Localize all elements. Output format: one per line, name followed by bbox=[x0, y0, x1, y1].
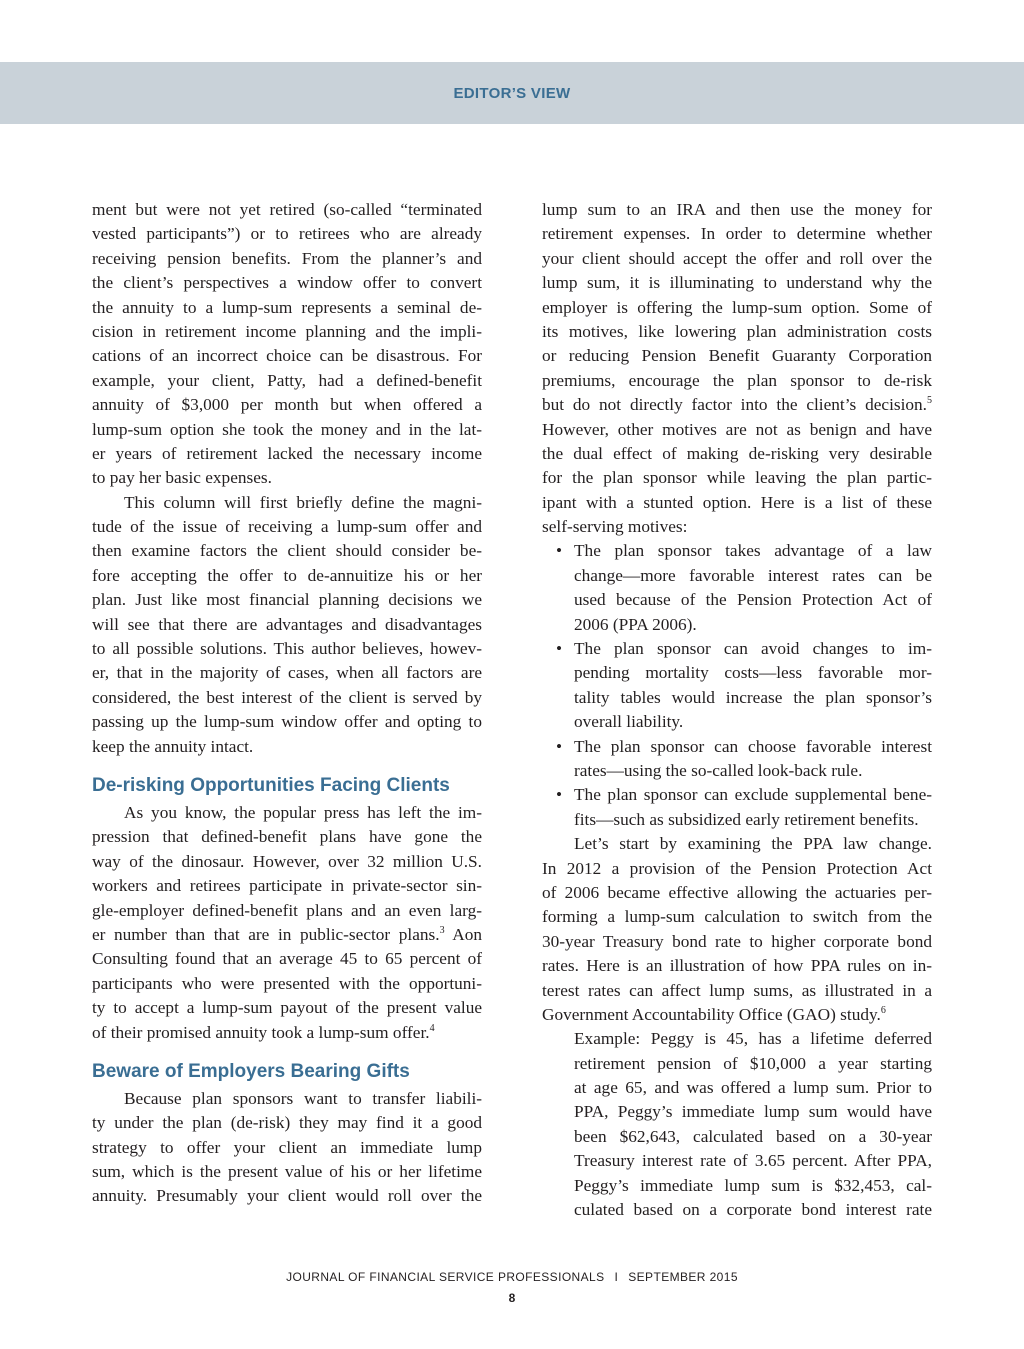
text-line bbox=[92, 923, 482, 947]
text-line: tality tables would increase the plan sponsor’s bbox=[574, 687, 932, 707]
text-line: premiums, encourage the plan sponsor to de-risk bbox=[542, 370, 932, 390]
text-line: 2006 (PPA 2006). bbox=[574, 614, 697, 634]
text-run: but do not directly factor into the client’s decision. bbox=[542, 395, 927, 415]
text-line: workers and retirees participate in private-sector sin- bbox=[92, 876, 482, 896]
left-column bbox=[92, 198, 482, 1209]
paragraph-3 bbox=[92, 801, 482, 1045]
text-line: cision in retirement income planning and the impli- bbox=[92, 321, 482, 341]
text-line: ment but were not yet retired (so-called “terminated bbox=[92, 200, 482, 219]
text-line: used because of the Pension Protection Act of bbox=[574, 590, 932, 610]
text-line: annuity. Presumably your client would roll over the bbox=[92, 1186, 482, 1206]
text-line: fits—such as subsidized early retirement benefits. bbox=[574, 809, 919, 829]
text-line: vested participants”) or to retirees who are already bbox=[92, 224, 482, 244]
text-line: Example: Peggy is 45, has a lifetime deferred bbox=[574, 1029, 932, 1049]
issue-date: SEPTEMBER 2015 bbox=[628, 1270, 738, 1284]
text-line bbox=[542, 783, 932, 807]
text-line: the dual effect of making de-risking very desirable bbox=[542, 443, 932, 463]
text-line: rates. Here is an illustration of how PPA rules on in- bbox=[542, 956, 932, 976]
paragraph-2 bbox=[92, 491, 482, 759]
section-title: EDITOR’S VIEW bbox=[453, 85, 571, 102]
text-line: retirement pension of $10,000 a year starting bbox=[574, 1053, 932, 1073]
text-line: of 2006 became effective allowing the actuaries per- bbox=[542, 882, 932, 902]
text-line: at age 65, and was offered a lump sum. Prior to bbox=[574, 1078, 932, 1098]
text-line: been $62,643, calculated based on a 30-year bbox=[574, 1126, 932, 1146]
text-line bbox=[92, 1021, 482, 1045]
list-item bbox=[542, 783, 932, 832]
text-line: Because plan sponsors want to transfer liabili- bbox=[124, 1088, 482, 1108]
journal-name: JOURNAL OF FINANCIAL SERVICE PROFESSIONALS bbox=[286, 1270, 605, 1284]
text-line bbox=[542, 735, 932, 759]
text-line: pending mortality costs—less favorable mor- bbox=[574, 663, 932, 683]
text-line: As you know, the popular press has left the im- bbox=[124, 802, 482, 822]
text-line: or reducing Pension Benefit Guaranty Corporation bbox=[542, 346, 932, 366]
bullet-list bbox=[542, 539, 932, 832]
text-run: The plan sponsor can choose favorable interest bbox=[574, 736, 932, 756]
footer-separator: I bbox=[614, 1270, 619, 1284]
text-line: will see that there are advantages and disadvantages bbox=[92, 614, 482, 634]
text-line: Peggy’s immediate lump sum is $32,453, cal- bbox=[574, 1175, 932, 1195]
text-line: keep the annuity intact. bbox=[92, 736, 254, 756]
text-line: ipant with a stunted option. Here is a list of these bbox=[542, 492, 932, 512]
text-line bbox=[542, 539, 932, 563]
text-line: Let’s start by examining the PPA law change. bbox=[574, 834, 932, 854]
text-line: then examine factors the client should consider be- bbox=[92, 541, 482, 561]
footnote-ref: 6 bbox=[880, 1004, 886, 1016]
text-line bbox=[542, 393, 932, 417]
paragraph-4 bbox=[92, 1087, 482, 1209]
text-line: its motives, like lowering plan administration costs bbox=[542, 321, 932, 341]
text-line: Consulting found that an average 45 to 65 percent of bbox=[92, 949, 482, 969]
section-gap bbox=[92, 1045, 482, 1057]
text-line: culated based on a corporate bond interest rate bbox=[574, 1200, 932, 1220]
text-line: 30-year Treasury bond rate to higher corporate bond bbox=[542, 931, 932, 951]
section-gap bbox=[92, 759, 482, 771]
text-line: terest rates can affect lump sums, as illustrated in a bbox=[542, 980, 932, 1000]
text-line: rates—using the so-called look-back rule. bbox=[574, 760, 863, 780]
text-run: Aon bbox=[444, 924, 482, 944]
subheading-beware: Beware of Employers Bearing Gifts bbox=[92, 1060, 410, 1082]
text-run: Government Accountability Office (GAO) study. bbox=[542, 1004, 881, 1024]
text-run: The plan sponsor takes advantage of a law bbox=[574, 541, 932, 561]
text-line: sum, which is the present value of his or her lifetime bbox=[92, 1162, 482, 1182]
text-line: lump-sum option she took the money and in the lat- bbox=[92, 419, 482, 439]
text-run: er number than that are in public-sector plans. bbox=[92, 924, 440, 944]
subheading-de-risking: De-risking Opportunities Facing Clients bbox=[92, 774, 450, 796]
text-line: lump sum to an IRA and then use the money for bbox=[542, 200, 932, 219]
footnote-ref: 3 bbox=[439, 924, 445, 936]
text-line: to pay her basic expenses. bbox=[92, 468, 272, 488]
list-item bbox=[542, 539, 932, 637]
right-column bbox=[542, 198, 932, 1222]
text-line: pression that defined-benefit plans have gone the bbox=[92, 827, 482, 847]
text-line: receiving pension benefits. From the planner’s and bbox=[92, 248, 482, 268]
text-line bbox=[542, 1003, 932, 1027]
text-line: PPA, Peggy’s immediate lump sum would have bbox=[574, 1102, 932, 1122]
text-line: cations of an incorrect choice can be disastrous. For bbox=[92, 346, 482, 366]
text-line: annuity of $3,000 per month but when offered a bbox=[92, 395, 482, 415]
text-line: example, your client, Patty, had a defined-benefit bbox=[92, 370, 482, 390]
text-line: This column will first briefly define the magni- bbox=[124, 492, 482, 512]
text-line: However, other motives are not as benign and have bbox=[542, 419, 932, 439]
text-line: ty to accept a lump-sum payout of the present value bbox=[92, 998, 482, 1018]
page-number: 8 bbox=[508, 1291, 516, 1305]
text-line: change—more favorable interest rates can be bbox=[574, 565, 932, 585]
paragraph-6 bbox=[542, 832, 932, 1027]
text-line: for the plan sponsor while leaving the plan partic- bbox=[542, 468, 932, 488]
list-item bbox=[542, 637, 932, 735]
page-footer bbox=[0, 1270, 1024, 1284]
paragraph-1 bbox=[92, 198, 482, 491]
text-run: The plan sponsor can exclude supplemental bene- bbox=[574, 785, 932, 805]
text-line: plan. Just like most financial planning decisions we bbox=[92, 590, 482, 610]
example-block bbox=[542, 1027, 932, 1222]
text-line: fore accepting the offer to de-annuitize his or her bbox=[92, 565, 482, 585]
text-line: ty under the plan (de-risk) they may find it a good bbox=[92, 1113, 482, 1133]
text-line: retirement expenses. In order to determine whether bbox=[542, 224, 932, 244]
text-line: tude of the issue of receiving a lump-sum offer and bbox=[92, 517, 482, 537]
text-line: passing up the lump-sum window offer and opting to bbox=[92, 712, 482, 732]
text-line: self-serving motives: bbox=[542, 517, 688, 537]
text-line: er, that in the majority of cases, when all factors are bbox=[92, 663, 482, 683]
text-line: the client’s perspectives a window offer to convert bbox=[92, 273, 482, 293]
text-line: forming a lump-sum calculation to switch from the bbox=[542, 907, 932, 927]
list-item bbox=[542, 735, 932, 784]
text-line: In 2012 a provision of the Pension Protection Act bbox=[542, 858, 932, 878]
text-line: lump sum, it is illuminating to understand why the bbox=[542, 273, 932, 293]
footnote-ref: 5 bbox=[927, 395, 932, 407]
text-line: er years of retirement lacked the necessary income bbox=[92, 443, 482, 463]
footnote-ref: 4 bbox=[429, 1022, 435, 1034]
text-line: considered, the best interest of the client is served by bbox=[92, 687, 482, 707]
text-line: overall liability. bbox=[574, 712, 684, 732]
bullet-icon: • bbox=[556, 541, 563, 561]
bullet-icon: • bbox=[556, 736, 563, 756]
text-line: gle-employer defined-benefit plans and an even larg- bbox=[92, 900, 482, 920]
text-line: Treasury interest rate of 3.65 percent. After PPA, bbox=[574, 1151, 932, 1171]
text-line: strategy to offer your client an immediate lump bbox=[92, 1137, 482, 1157]
text-line: employer is offering the lump-sum option. Some of bbox=[542, 297, 932, 317]
text-line: to all possible solutions. This author believes, howev- bbox=[92, 639, 482, 659]
text-line: participants who were presented with the opportuni- bbox=[92, 973, 482, 993]
text-line: your client should accept the offer and roll over the bbox=[542, 248, 932, 268]
text-line: the annuity to a lump-sum represents a seminal de- bbox=[92, 297, 482, 317]
paragraph-5 bbox=[542, 198, 932, 539]
text-run: of their promised annuity took a lump-sum offer. bbox=[92, 1022, 430, 1042]
bullet-icon: • bbox=[556, 639, 563, 659]
bullet-icon: • bbox=[556, 785, 563, 805]
text-run: The plan sponsor can avoid changes to im- bbox=[574, 639, 932, 659]
text-line: way of the dinosaur. However, over 32 million U.S. bbox=[92, 851, 482, 871]
text-line bbox=[542, 637, 932, 661]
